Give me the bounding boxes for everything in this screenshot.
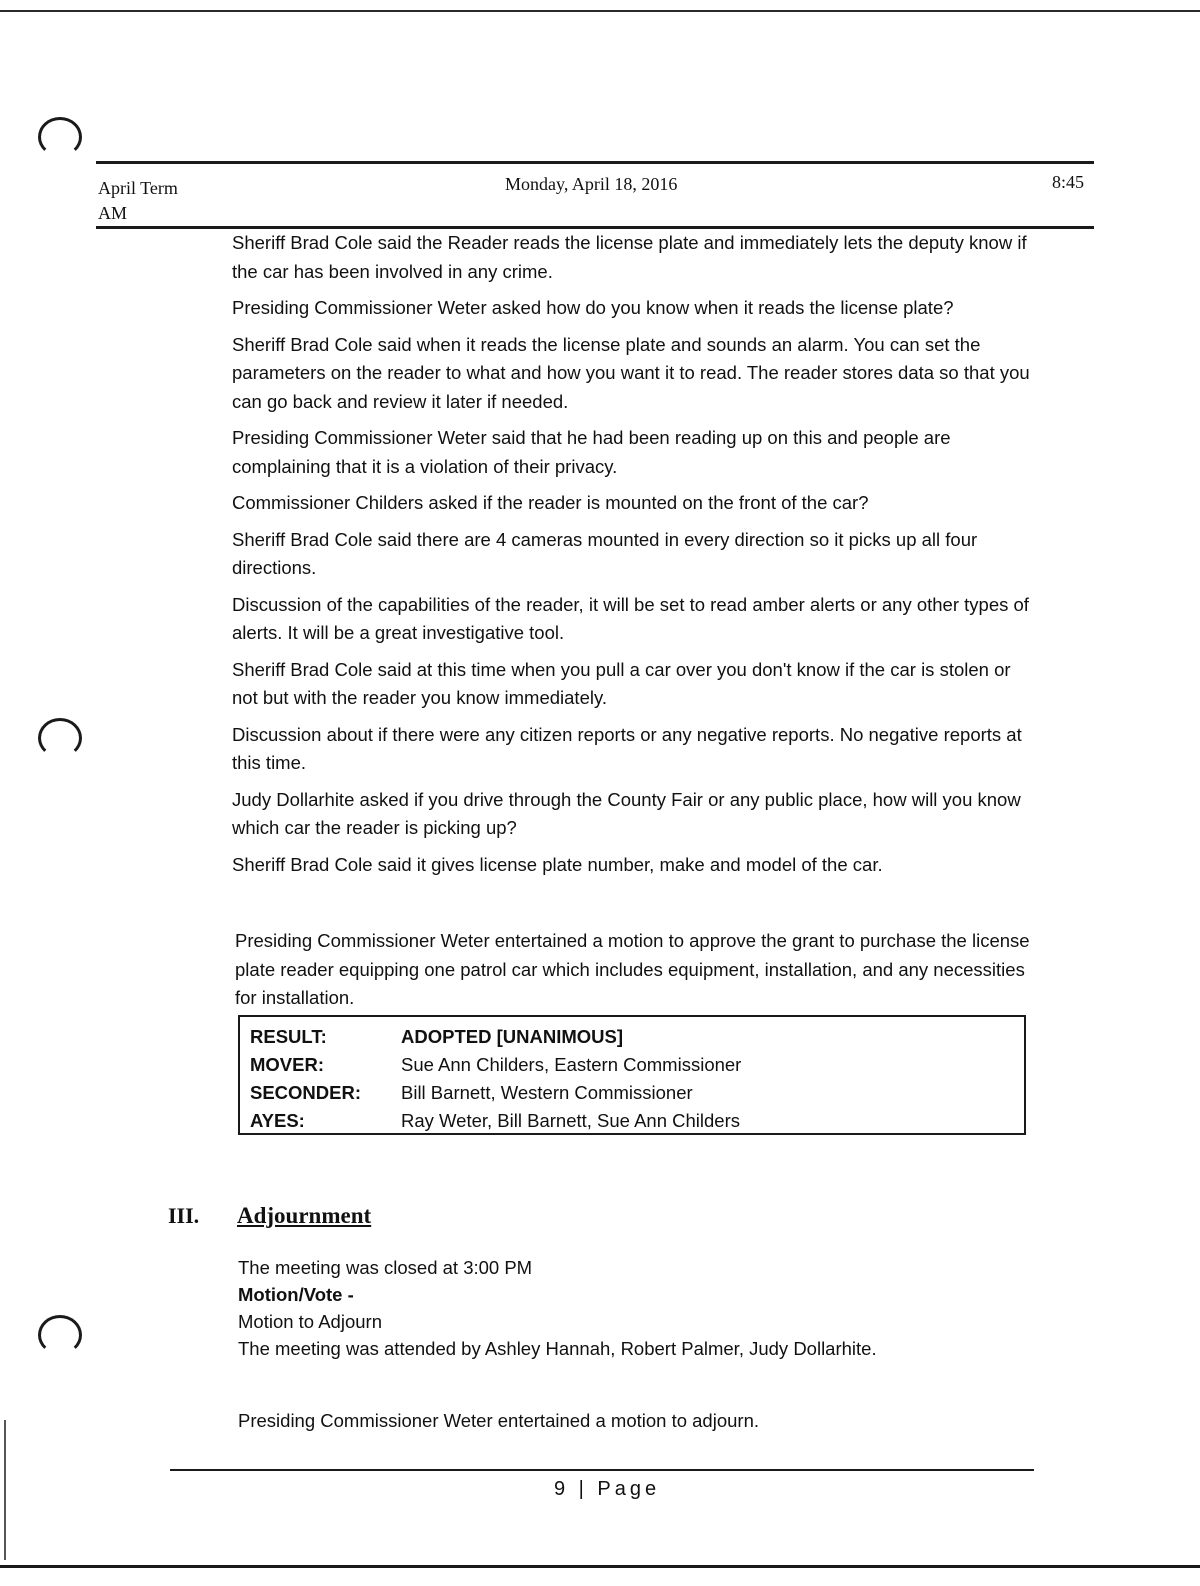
ayes-value: Ray Weter, Bill Barnett, Sue Ann Childers (401, 1110, 740, 1131)
header-rule-top (96, 161, 1094, 164)
paragraph: Judy Dollarhite asked if you drive through the County Fair or any public place, how will you know which car the reader is picking up? (232, 788, 1021, 838)
vote-row-ayes (250, 1110, 1010, 1137)
vote-row-mover (250, 1054, 1010, 1081)
header-date: Monday, April 18, 2016 (505, 174, 678, 194)
paragraph: Sheriff Brad Cole said it gives license plate number, make and model of the car. (232, 853, 883, 875)
seconder-label: SECONDER: (250, 1082, 362, 1103)
motion-vote-heading: Motion/Vote - (238, 1284, 354, 1305)
attendance-text: The meeting was attended by Ashley Hannah, Robert Palmer, Judy Dollarhite. (238, 1338, 877, 1359)
paragraph: Sheriff Brad Cole said there are 4 cameras mounted in every direction so it picks up all four directions. (232, 528, 978, 578)
paragraph: Discussion of the capabilities of the reader, it will be set to read amber alerts or any other types of alerts. It will be a great investigative tool. (232, 593, 1029, 643)
header-term (98, 176, 178, 226)
ayes-label: AYES: (250, 1110, 305, 1131)
page-number: 9 | Page (554, 1478, 661, 1500)
footer-rule (170, 1469, 1034, 1471)
scan-edge-top (0, 10, 1200, 12)
binder-hole-bottom (38, 1315, 82, 1355)
paragraph: Discussion about if there were any citizen reports or any negative reports. No negative reports at this time. (232, 723, 1022, 773)
motion-to-adjourn-text: Motion to Adjourn (238, 1311, 382, 1332)
adjournment-block (238, 1254, 1038, 1362)
binder-hole-top (38, 117, 82, 157)
mover-value: Sue Ann Childers, Eastern Commissioner (401, 1054, 742, 1075)
header-term-name: April Term (98, 178, 178, 198)
adjourn-motion-text: Presiding Commissioner Weter entertained a motion to adjourn. (238, 1410, 759, 1431)
mover-label: MOVER: (250, 1054, 324, 1075)
vote-result-box (238, 1015, 1026, 1135)
paragraph: Presiding Commissioner Weter asked how do you know when it reads the license plate? (232, 297, 954, 318)
paragraph: Sheriff Brad Cole said when it reads the license plate and sounds an alarm. You can set the parameters on the reader to what and how you want it to read. The reader stores data so that you can go back and review it later if needed. (232, 333, 1030, 412)
section-title: Adjournment (237, 1203, 372, 1228)
scan-edge-bottom (0, 1565, 1200, 1568)
motion-text: Presiding Commissioner Weter entertained a motion to approve the grant to purchase the license plate reader equipping one patrol car which includes equipment, installation, and any necessities for installation. (235, 930, 1030, 1008)
paragraph: Commissioner Childers asked if the reader is mounted on the front of the car? (232, 492, 869, 513)
header-time: 8:45 (1052, 172, 1085, 192)
scan-edge-left (4, 1420, 6, 1560)
discussion-body (232, 229, 1032, 887)
header-term-suffix: AM (98, 203, 128, 223)
paragraph: Sheriff Brad Cole said at this time when you pull a car over you don't know if the car is stolen or not but with the reader you know immediately. (232, 658, 1011, 708)
meeting-closed-text: The meeting was closed at 3:00 PM (238, 1257, 533, 1278)
binder-hole-middle (38, 718, 82, 758)
vote-row-seconder (250, 1082, 1010, 1109)
paragraph: Presiding Commissioner Weter said that he had been reading up on this and people are complaining that it is a violation of their privacy. (232, 427, 951, 477)
result-label: RESULT: (250, 1026, 327, 1047)
paragraph: Sheriff Brad Cole said the Reader reads the license plate and immediately lets the deputy know if the car has been involved in any crime. (232, 232, 1027, 282)
vote-row-result (250, 1026, 1010, 1053)
result-value: ADOPTED [UNANIMOUS] (401, 1026, 623, 1047)
section-number: III. (168, 1203, 200, 1228)
seconder-value: Bill Barnett, Western Commissioner (401, 1082, 693, 1103)
